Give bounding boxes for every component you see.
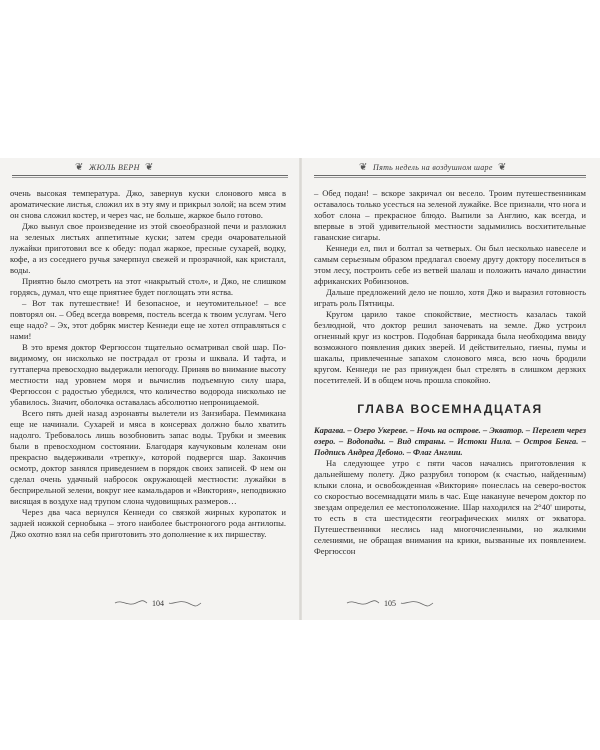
header-rule xyxy=(12,175,288,176)
paragraph: – Вот так путешествие! И безопасное, и неутомительное! – все повторял он. – Обед всегда вовремя, постель всегда к твоим услугам. Чего еще надо? – Эх, этот добряк мистер Кеннеди еще не хотел отправляться с нами! xyxy=(10,298,286,341)
left-page xyxy=(0,158,299,620)
paragraph: Дальше предложений дело не пошло, хотя Джо и выразил готовность играть роль Пятницы. xyxy=(314,287,586,308)
paragraph: Приятно было смотреть на этот «накрытый стол», и Джо, не слишком гордясь, думал, что еще приятнее будет поглощать эти яства. xyxy=(10,276,286,297)
paragraph: На следующее утро с пяти часов начались приготовления к дальнейшему полету. Джо разрубил топором (к счастью, найденным) клыки слона, и освобожденная «Виктория» понеслась на северо-восток со скоростью восемнадцати миль в час. Еще накануне вечером доктор по звездам определил ее местоположение. Шар находился на 2°40' широты, то есть в ста шестидесяти географических милях от экватора. Путешественники неслись над многочисленными, но жалкими селениями, не обращая внимания на крики, вызванные их появлением. Фергюссон xyxy=(314,458,586,556)
flourish-icon xyxy=(346,599,380,607)
scan-background-bottom xyxy=(0,620,600,750)
right-page xyxy=(302,158,600,620)
left-running-head-text: ЖЮЛЬ ВЕРН xyxy=(89,163,140,172)
paragraph: Кеннеди ел, пил и болтал за четверых. Он был несколько навеселе и самым серьезным образом предлагал своему другу доктору поселиться в этом лесу, построить себе из ветвей шалаш и положить начало династии африканских Робинзонов. xyxy=(314,243,586,286)
right-running-head-text: Пять недель на воздушном шаре xyxy=(373,163,493,172)
page-number: 105 xyxy=(384,598,396,608)
right-page-text xyxy=(314,188,586,557)
paragraph: Через два часа вернулся Кеннеди со связкой жирных куропаток и задней ножкой сернобыка – этого наиболее быстроногого рода антилопы. Джо охотно взял на себя приготовить это дополнение к их пиршеству. xyxy=(10,507,286,539)
paragraph: – Обед подан! – вскоре закричал он весело. Троим путешественникам оставалось только усесться на зеленой лужайке. Все признали, что нога и хобот слона – прекрасное блюдо. Выпили за Англию, как всегда, и впервые в этой удивительной местности задымились восхитительные гаванские сигары. xyxy=(314,188,586,242)
fleuron-icon: ❦ xyxy=(359,162,368,173)
header-rule xyxy=(314,175,586,176)
fleuron-icon: ❦ xyxy=(144,162,154,173)
flourish-icon xyxy=(168,599,202,607)
left-page-text xyxy=(10,188,286,540)
fleuron-icon: ❦ xyxy=(75,162,84,173)
paragraph: Джо вынул свое произведение из этой своеобразной печи и разложил на зеленых листьях аппетитные куски; затем среди очаровательной лужайки приготовил все к обеду: подал жаркое, пресные сухарей, водку, кофе, а из соседнего ручья зачерпнул свежей и прозрачной, как кристалл, воды. xyxy=(10,221,286,275)
paragraph: Кругом царило такое спокойствие, местность казалась такой безлюдной, что доктор решил заночевать на земле. Джо устроил огненный круг из костров. Подобная баррикада была необходима ввиду возможного появления диких зверей. И действительно, гиены, пумы и шакалы, привлеченные запахом слонового мяса, всю ночь бродили кругом. Кеннеди не раз принужден был стрелять в слишком дерзких посетителей. И в общем ночь прошла спокойно. xyxy=(314,309,586,385)
paragraph: очень высокая температура. Джо, завернув куски слонового мяса в ароматические листья, сложил их в эту яму и прикрыл золой; на всем этим он снова сложил костер, и через час, не больше, жаркое было готово. xyxy=(10,188,286,220)
scan-background-top xyxy=(0,0,600,158)
chapter-title: ГЛАВА ВОСЕМНАДЦАТАЯ xyxy=(357,402,543,416)
left-page-footer xyxy=(114,598,224,612)
flourish-icon xyxy=(400,599,434,607)
flourish-icon xyxy=(114,599,148,607)
chapter-summary: Карагва. – Озеро Укереве. – Ночь на острове. – Экватор. – Перелет через озеро. – Водопады. – Вид страны. – Истоки Нила. – Остров Бенга. – Подпись Андреа Дебоно. – Флаг Англии. xyxy=(314,426,586,457)
fleuron-icon: ❦ xyxy=(498,162,507,173)
book-spread xyxy=(0,158,600,620)
paragraph: Всего пять дней назад аэронавты вылетели из Занзибара. Пеммикана еще не начинали. Сухарей и мяса в консервах должно было хватить надолго. Требовалось лишь возобновить запас воды. Трубки и змеевик были в превосходном состоянии. Благодаря каучуковым коленам они прекрасно выдерживали «трепку», которой подвергся шар. Закончив осмотр, доктор занялся приведением в порядок своих записей. Ф нем он сделал очень удачный набросок окружающей местности: лужайки в бесприрельной зелени, вокруг нее камальдаров и «Виктория», неподвижно висящая в воздухе над трупом слона чудовищных размеров… xyxy=(10,408,286,506)
page-number: 104 xyxy=(152,598,164,608)
paragraph: В это время доктор Фергюссон тщательно осматривал свой шар. По-видимому, он нисколько не пострадал от грозы и шквала. И тафта, и гуттаперча превосходно выдержали непогоду. Приняв во внимание высоту местности над уровнем моря и вычислив подъемную силу шара, Фергюссон с радостью убедился, что количество водорода нисколько не убавилось. Значит, оболочка оставалась абсолютно непроницаемой. xyxy=(10,342,286,407)
left-running-head xyxy=(72,162,157,176)
right-running-head xyxy=(356,162,510,176)
right-page-footer xyxy=(346,598,456,612)
